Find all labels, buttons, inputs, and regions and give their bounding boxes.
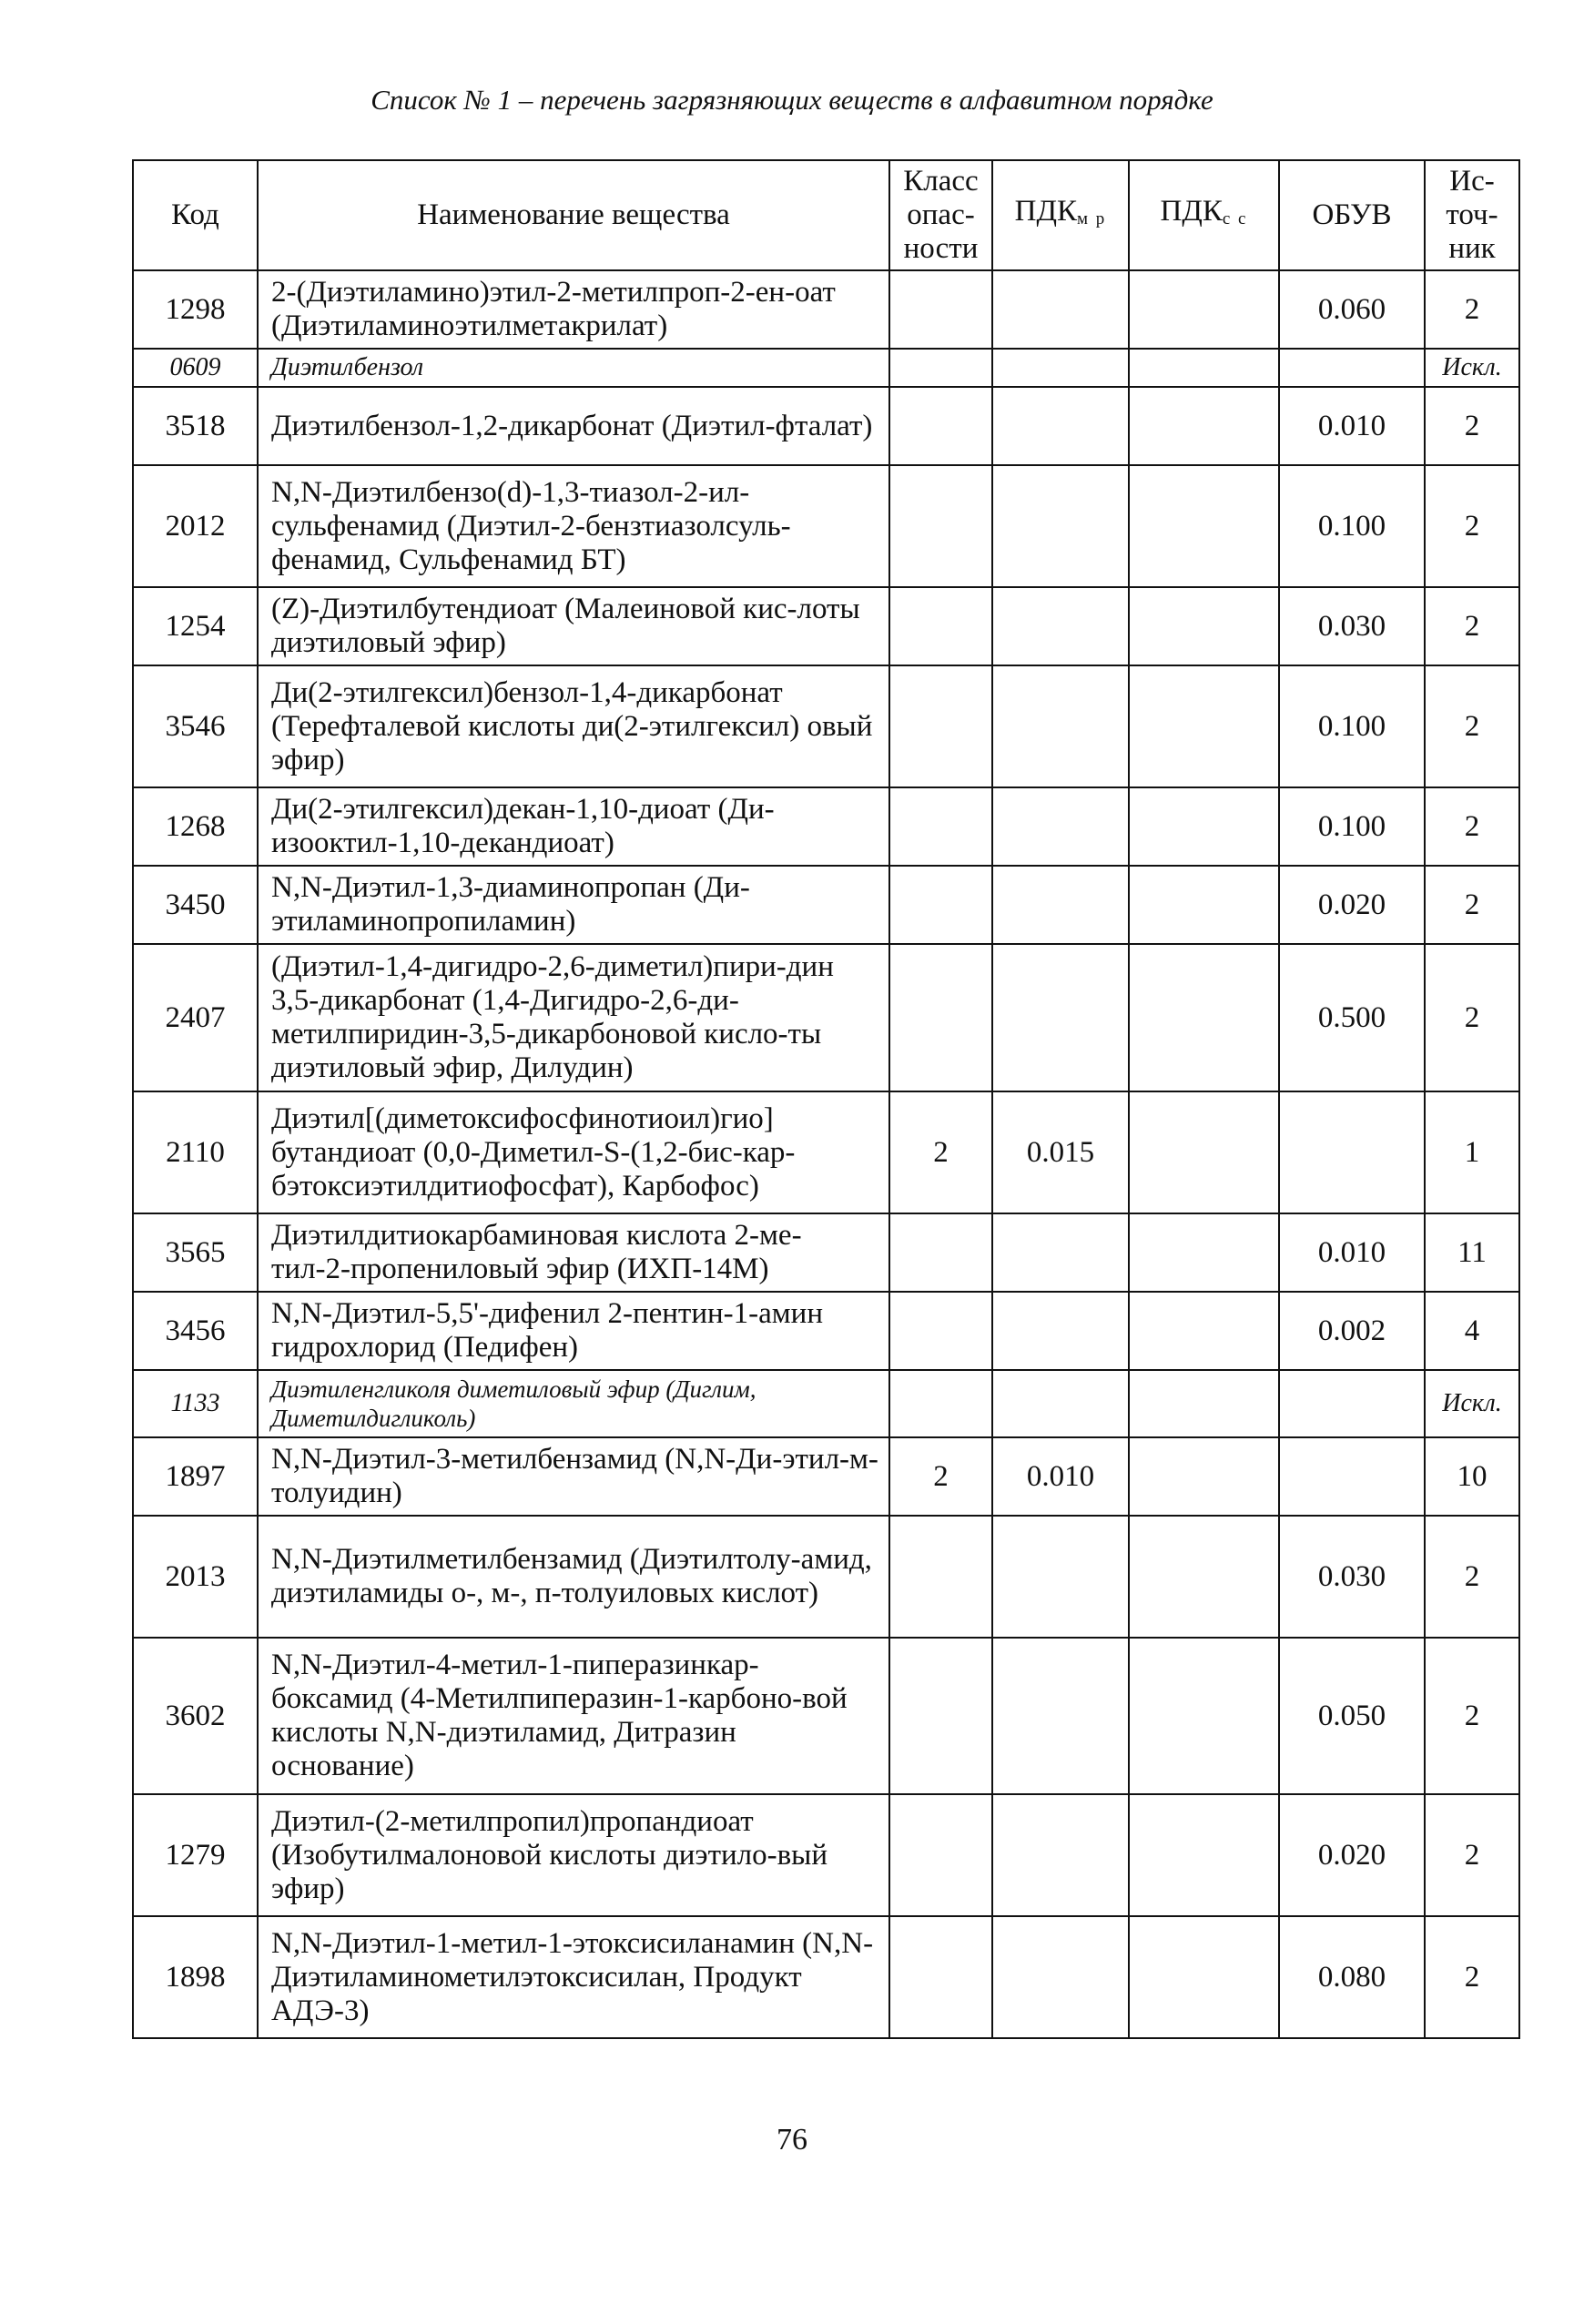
- cell-code: 1298: [133, 270, 258, 349]
- cell-source: Искл.: [1425, 1370, 1519, 1437]
- header-source: [1425, 160, 1519, 270]
- header-pdk-mr: [992, 160, 1129, 270]
- table-row: [133, 1916, 1519, 2038]
- cell-name: 2-(Диэтиламино)этил-2-метилпроп-2-ен-оат (Диэтиламиноэтилметакрилат): [258, 270, 889, 349]
- table-body: [133, 270, 1519, 2038]
- cell-obuv: [1279, 1091, 1425, 1213]
- cell-code: 1268: [133, 787, 258, 866]
- cell-name: Диэтилбензол-1,2-дикарбонат (Диэтил-фталат): [258, 387, 889, 465]
- table-row: [133, 944, 1519, 1091]
- cell-pdk-ss: [1129, 866, 1279, 944]
- header-name: Наименование вещества: [258, 160, 889, 270]
- cell-hazard-class: [889, 1916, 992, 2038]
- cell-pdk-ss: [1129, 1916, 1279, 2038]
- cell-name: Диэтилдитиокарбаминовая кислота 2-ме-тил-2-пропениловый эфир (ИХП-14М): [258, 1213, 889, 1292]
- table-row: [133, 1516, 1519, 1638]
- cell-code: 1897: [133, 1437, 258, 1516]
- table-row: [133, 866, 1519, 944]
- cell-obuv: 0.100: [1279, 665, 1425, 787]
- cell-name: Диэтилбензол: [258, 349, 889, 387]
- cell-pdk-ss: [1129, 1437, 1279, 1516]
- table-row: [133, 1437, 1519, 1516]
- cell-code: 3565: [133, 1213, 258, 1292]
- cell-hazard-class: [889, 349, 992, 387]
- header-pdk-ss: [1129, 160, 1279, 270]
- header-source-line: ник: [1448, 232, 1496, 265]
- cell-source: 2: [1425, 944, 1519, 1091]
- cell-obuv: 0.020: [1279, 1794, 1425, 1916]
- cell-code: 3450: [133, 866, 258, 944]
- cell-source: 2: [1425, 387, 1519, 465]
- cell-code: 2013: [133, 1516, 258, 1638]
- header-hazard-class-line: опас-: [907, 198, 975, 231]
- cell-source: 2: [1425, 1638, 1519, 1794]
- cell-hazard-class: [889, 1292, 992, 1370]
- cell-hazard-class: [889, 944, 992, 1091]
- cell-pdk-mr: 0.010: [992, 1437, 1129, 1516]
- cell-pdk-mr: [992, 1638, 1129, 1794]
- cell-name: Ди(2-этилгексил)декан-1,10-диоат (Ди-изооктил-1,10-декандиоат): [258, 787, 889, 866]
- cell-pdk-ss: [1129, 270, 1279, 349]
- cell-hazard-class: [889, 665, 992, 787]
- cell-pdk-ss: [1129, 387, 1279, 465]
- cell-pdk-ss: [1129, 1638, 1279, 1794]
- table-row: [133, 787, 1519, 866]
- cell-hazard-class: [889, 1370, 992, 1437]
- cell-name: (Диэтил-1,4-дигидро-2,6-диметил)пири-дин 3,5-дикарбонат (1,4-Дигидро-2,6-ди-метилпиридин-3,5-дикарбоновой кисло-ты диэтиловый эфир, Дилудин): [258, 944, 889, 1091]
- cell-code: 2012: [133, 465, 258, 587]
- cell-pdk-ss: [1129, 465, 1279, 587]
- cell-code: 0609: [133, 349, 258, 387]
- cell-hazard-class: [889, 1213, 992, 1292]
- table-row: [133, 1370, 1519, 1437]
- cell-source: 4: [1425, 1292, 1519, 1370]
- cell-code: 1898: [133, 1916, 258, 2038]
- cell-source: 11: [1425, 1213, 1519, 1292]
- cell-pdk-mr: [992, 1292, 1129, 1370]
- cell-name: Ди(2-этилгексил)бензол-1,4-дикарбонат (Терефталевой кислоты ди(2-этилгексил) овый эфир): [258, 665, 889, 787]
- header-pdk-ss-base: ПДК: [1160, 195, 1223, 228]
- header-hazard-class-line: ности: [903, 232, 979, 265]
- cell-pdk-ss: [1129, 1091, 1279, 1213]
- table-row: [133, 1638, 1519, 1794]
- cell-hazard-class: [889, 1516, 992, 1638]
- cell-obuv: 0.100: [1279, 465, 1425, 587]
- cell-pdk-mr: [992, 1213, 1129, 1292]
- cell-obuv: 0.030: [1279, 1516, 1425, 1638]
- cell-obuv: 0.002: [1279, 1292, 1425, 1370]
- cell-name: Диэтил-(2-метилпропил)пропандиоат (Изобутилмалоновой кислоты диэтило-вый эфир): [258, 1794, 889, 1916]
- cell-hazard-class: 2: [889, 1437, 992, 1516]
- table-row: [133, 665, 1519, 787]
- cell-pdk-ss: [1129, 1516, 1279, 1638]
- table-row: [133, 349, 1519, 387]
- cell-source: 2: [1425, 587, 1519, 665]
- cell-hazard-class: [889, 1794, 992, 1916]
- cell-pdk-ss: [1129, 1213, 1279, 1292]
- page-number: 76: [777, 2123, 807, 2157]
- cell-pdk-mr: [992, 387, 1129, 465]
- cell-source: 1: [1425, 1091, 1519, 1213]
- substances-table: [132, 159, 1520, 2039]
- cell-code: 1254: [133, 587, 258, 665]
- cell-obuv: 0.060: [1279, 270, 1425, 349]
- cell-obuv: 0.050: [1279, 1638, 1425, 1794]
- cell-code: 3518: [133, 387, 258, 465]
- cell-name: Диэтил[(диметоксифосфинотиоил)гио] бутандиоат (0,0-Диметил-S-(1,2-бис-кар-бэтоксиэтилдитиофосфат), Карбофос): [258, 1091, 889, 1213]
- header-hazard-class-line: Класс: [903, 165, 979, 198]
- cell-pdk-ss: [1129, 349, 1279, 387]
- cell-name: Диэтиленгликоля диметиловый эфир (Диглим, Диметилдигликоль): [258, 1370, 889, 1437]
- table-row: [133, 1292, 1519, 1370]
- cell-hazard-class: [889, 270, 992, 349]
- cell-name: N,N-Диэтил-1,3-диаминопропан (Ди-этиламинопропиламин): [258, 866, 889, 944]
- cell-source: 10: [1425, 1437, 1519, 1516]
- cell-obuv: [1279, 1370, 1425, 1437]
- cell-pdk-mr: [992, 1794, 1129, 1916]
- cell-pdk-ss: [1129, 1794, 1279, 1916]
- header-source-line: Ис-: [1449, 165, 1495, 198]
- cell-pdk-mr: [992, 665, 1129, 787]
- cell-source: 2: [1425, 1516, 1519, 1638]
- cell-source: Искл.: [1425, 349, 1519, 387]
- cell-pdk-mr: [992, 270, 1129, 349]
- cell-code: 3546: [133, 665, 258, 787]
- cell-pdk-mr: [992, 787, 1129, 866]
- cell-obuv: 0.080: [1279, 1916, 1425, 2038]
- cell-hazard-class: [889, 587, 992, 665]
- cell-hazard-class: [889, 1638, 992, 1794]
- cell-hazard-class: 2: [889, 1091, 992, 1213]
- cell-pdk-mr: [992, 1916, 1129, 2038]
- cell-source: 2: [1425, 866, 1519, 944]
- cell-name: N,N-Диэтил-4-метил-1-пиперазинкар-боксамид (4-Метилпиперазин-1-карбоно-вой кислоты N,N-диэтиламид, Дитразин основание): [258, 1638, 889, 1794]
- cell-hazard-class: [889, 465, 992, 587]
- header-hazard-class: [889, 160, 992, 270]
- table-row: [133, 1091, 1519, 1213]
- cell-code: 3456: [133, 1292, 258, 1370]
- cell-hazard-class: [889, 787, 992, 866]
- cell-pdk-ss: [1129, 665, 1279, 787]
- header-pdk-mr-base: ПДК: [1014, 195, 1078, 228]
- cell-obuv: 0.500: [1279, 944, 1425, 1091]
- cell-obuv: 0.020: [1279, 866, 1425, 944]
- cell-obuv: 0.010: [1279, 387, 1425, 465]
- cell-pdk-mr: [992, 1516, 1129, 1638]
- cell-pdk-ss: [1129, 587, 1279, 665]
- cell-pdk-mr: [992, 587, 1129, 665]
- cell-source: 2: [1425, 465, 1519, 587]
- page-title: Список № 1 – перечень загрязняющих веществ в алфавитном порядке: [371, 84, 1213, 116]
- table-row: [133, 1213, 1519, 1292]
- table-row: [133, 270, 1519, 349]
- cell-name: N,N-Диэтилбензо(d)-1,3-тиазол-2-ил-сульфенамид (Диэтил-2-бензтиазолсуль-фенамид, Сульфенамид БТ): [258, 465, 889, 587]
- header-code: Код: [133, 160, 258, 270]
- cell-pdk-mr: [992, 944, 1129, 1091]
- cell-obuv: 0.100: [1279, 787, 1425, 866]
- cell-obuv: [1279, 349, 1425, 387]
- cell-source: 2: [1425, 665, 1519, 787]
- table-row: [133, 387, 1519, 465]
- cell-name: N,N-Диэтил-5,5'-дифенил 2-пентин-1-амин гидрохлорид (Педифен): [258, 1292, 889, 1370]
- cell-code: 3602: [133, 1638, 258, 1794]
- cell-pdk-ss: [1129, 787, 1279, 866]
- cell-code: 1279: [133, 1794, 258, 1916]
- cell-code: 1133: [133, 1370, 258, 1437]
- cell-pdk-mr: [992, 1370, 1129, 1437]
- cell-pdk-ss: [1129, 1292, 1279, 1370]
- table-row: [133, 1794, 1519, 1916]
- cell-obuv: [1279, 1437, 1425, 1516]
- table-header-row: [133, 160, 1519, 270]
- cell-obuv: 0.010: [1279, 1213, 1425, 1292]
- table-row: [133, 587, 1519, 665]
- cell-hazard-class: [889, 866, 992, 944]
- header-pdk-mr-sub: м р: [1077, 209, 1107, 228]
- cell-source: 2: [1425, 1794, 1519, 1916]
- cell-pdk-ss: [1129, 1370, 1279, 1437]
- cell-pdk-mr: [992, 465, 1129, 587]
- cell-name: N,N-Диэтилметилбензамид (Диэтилтолу-амид, диэтиламиды о-, м-, п-толуиловых кислот): [258, 1516, 889, 1638]
- header-obuv: ОБУВ: [1279, 160, 1425, 270]
- cell-pdk-ss: [1129, 944, 1279, 1091]
- cell-name: N,N-Диэтил-3-метилбензамид (N,N-Ди-этил-м-толуидин): [258, 1437, 889, 1516]
- header-pdk-ss-sub: с с: [1222, 209, 1248, 228]
- cell-code: 2110: [133, 1091, 258, 1213]
- cell-source: 2: [1425, 787, 1519, 866]
- cell-pdk-mr: [992, 866, 1129, 944]
- cell-pdk-mr: 0.015: [992, 1091, 1129, 1213]
- cell-obuv: 0.030: [1279, 587, 1425, 665]
- table-row: [133, 465, 1519, 587]
- cell-name: N,N-Диэтил-1-метил-1-этоксисиланамин (N,N-Диэтиламинометилэтоксисилан, Продукт АДЭ-3): [258, 1916, 889, 2038]
- cell-source: 2: [1425, 270, 1519, 349]
- cell-code: 2407: [133, 944, 258, 1091]
- cell-name: (Z)-Диэтилбутендиоат (Малеиновой кис-лоты диэтиловый эфир): [258, 587, 889, 665]
- header-source-line: точ-: [1446, 198, 1498, 231]
- cell-hazard-class: [889, 387, 992, 465]
- cell-pdk-mr: [992, 349, 1129, 387]
- cell-source: 2: [1425, 1916, 1519, 2038]
